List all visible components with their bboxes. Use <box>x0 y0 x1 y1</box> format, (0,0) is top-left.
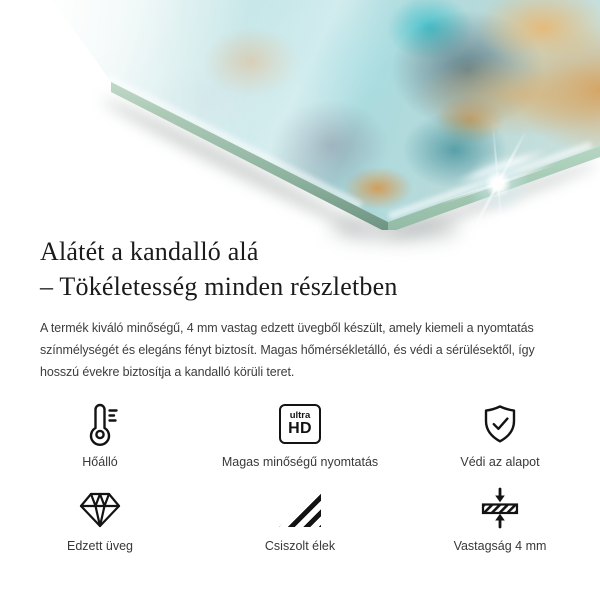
feature-label: Csiszolt élek <box>264 539 336 553</box>
feature-label: Edzett üveg <box>66 539 133 553</box>
feature-label: Vastagság 4 mm <box>453 539 547 553</box>
title-line-1: Alátét a kandalló alá <box>40 237 259 266</box>
feature-thickness <box>400 485 600 553</box>
feature-label: Magas minőségű nyomtatás <box>221 455 379 469</box>
feature-tempered-glass <box>0 485 200 553</box>
feature-polished-edges <box>200 485 400 553</box>
title-line-2: – Tökéletesség minden részletben <box>40 272 398 301</box>
product-description-section <box>0 234 600 383</box>
feature-label: Védi az alapot <box>460 455 540 469</box>
uhd-badge-top: ultra <box>289 409 311 421</box>
product-description: A termék kiváló minőségű, 4 mm vastag edzett üvegből készült, amely kiemeli a nyomtatás színmélységét és elegáns fényt biztosít. Magas hőmérsékletálló, és védi a sérülésektől, így hosszú évekre biztosítja a kandalló körüli teret. <box>40 321 535 379</box>
feature-protects-base <box>400 401 600 469</box>
uhd-badge-bottom: HD <box>288 420 312 438</box>
shield-check-icon <box>478 401 522 447</box>
feature-label: Hőálló <box>82 455 118 469</box>
thermometer-icon <box>78 401 122 447</box>
thickness-icon <box>478 485 522 531</box>
feature-grid <box>0 401 600 553</box>
ultra-hd-icon <box>279 401 321 447</box>
feature-heat-resistant <box>0 401 200 469</box>
page-title <box>40 234 560 304</box>
polished-edges-icon <box>279 485 321 531</box>
product-photo <box>0 0 600 230</box>
diamond-icon <box>76 485 124 531</box>
feature-print-quality <box>200 401 400 469</box>
